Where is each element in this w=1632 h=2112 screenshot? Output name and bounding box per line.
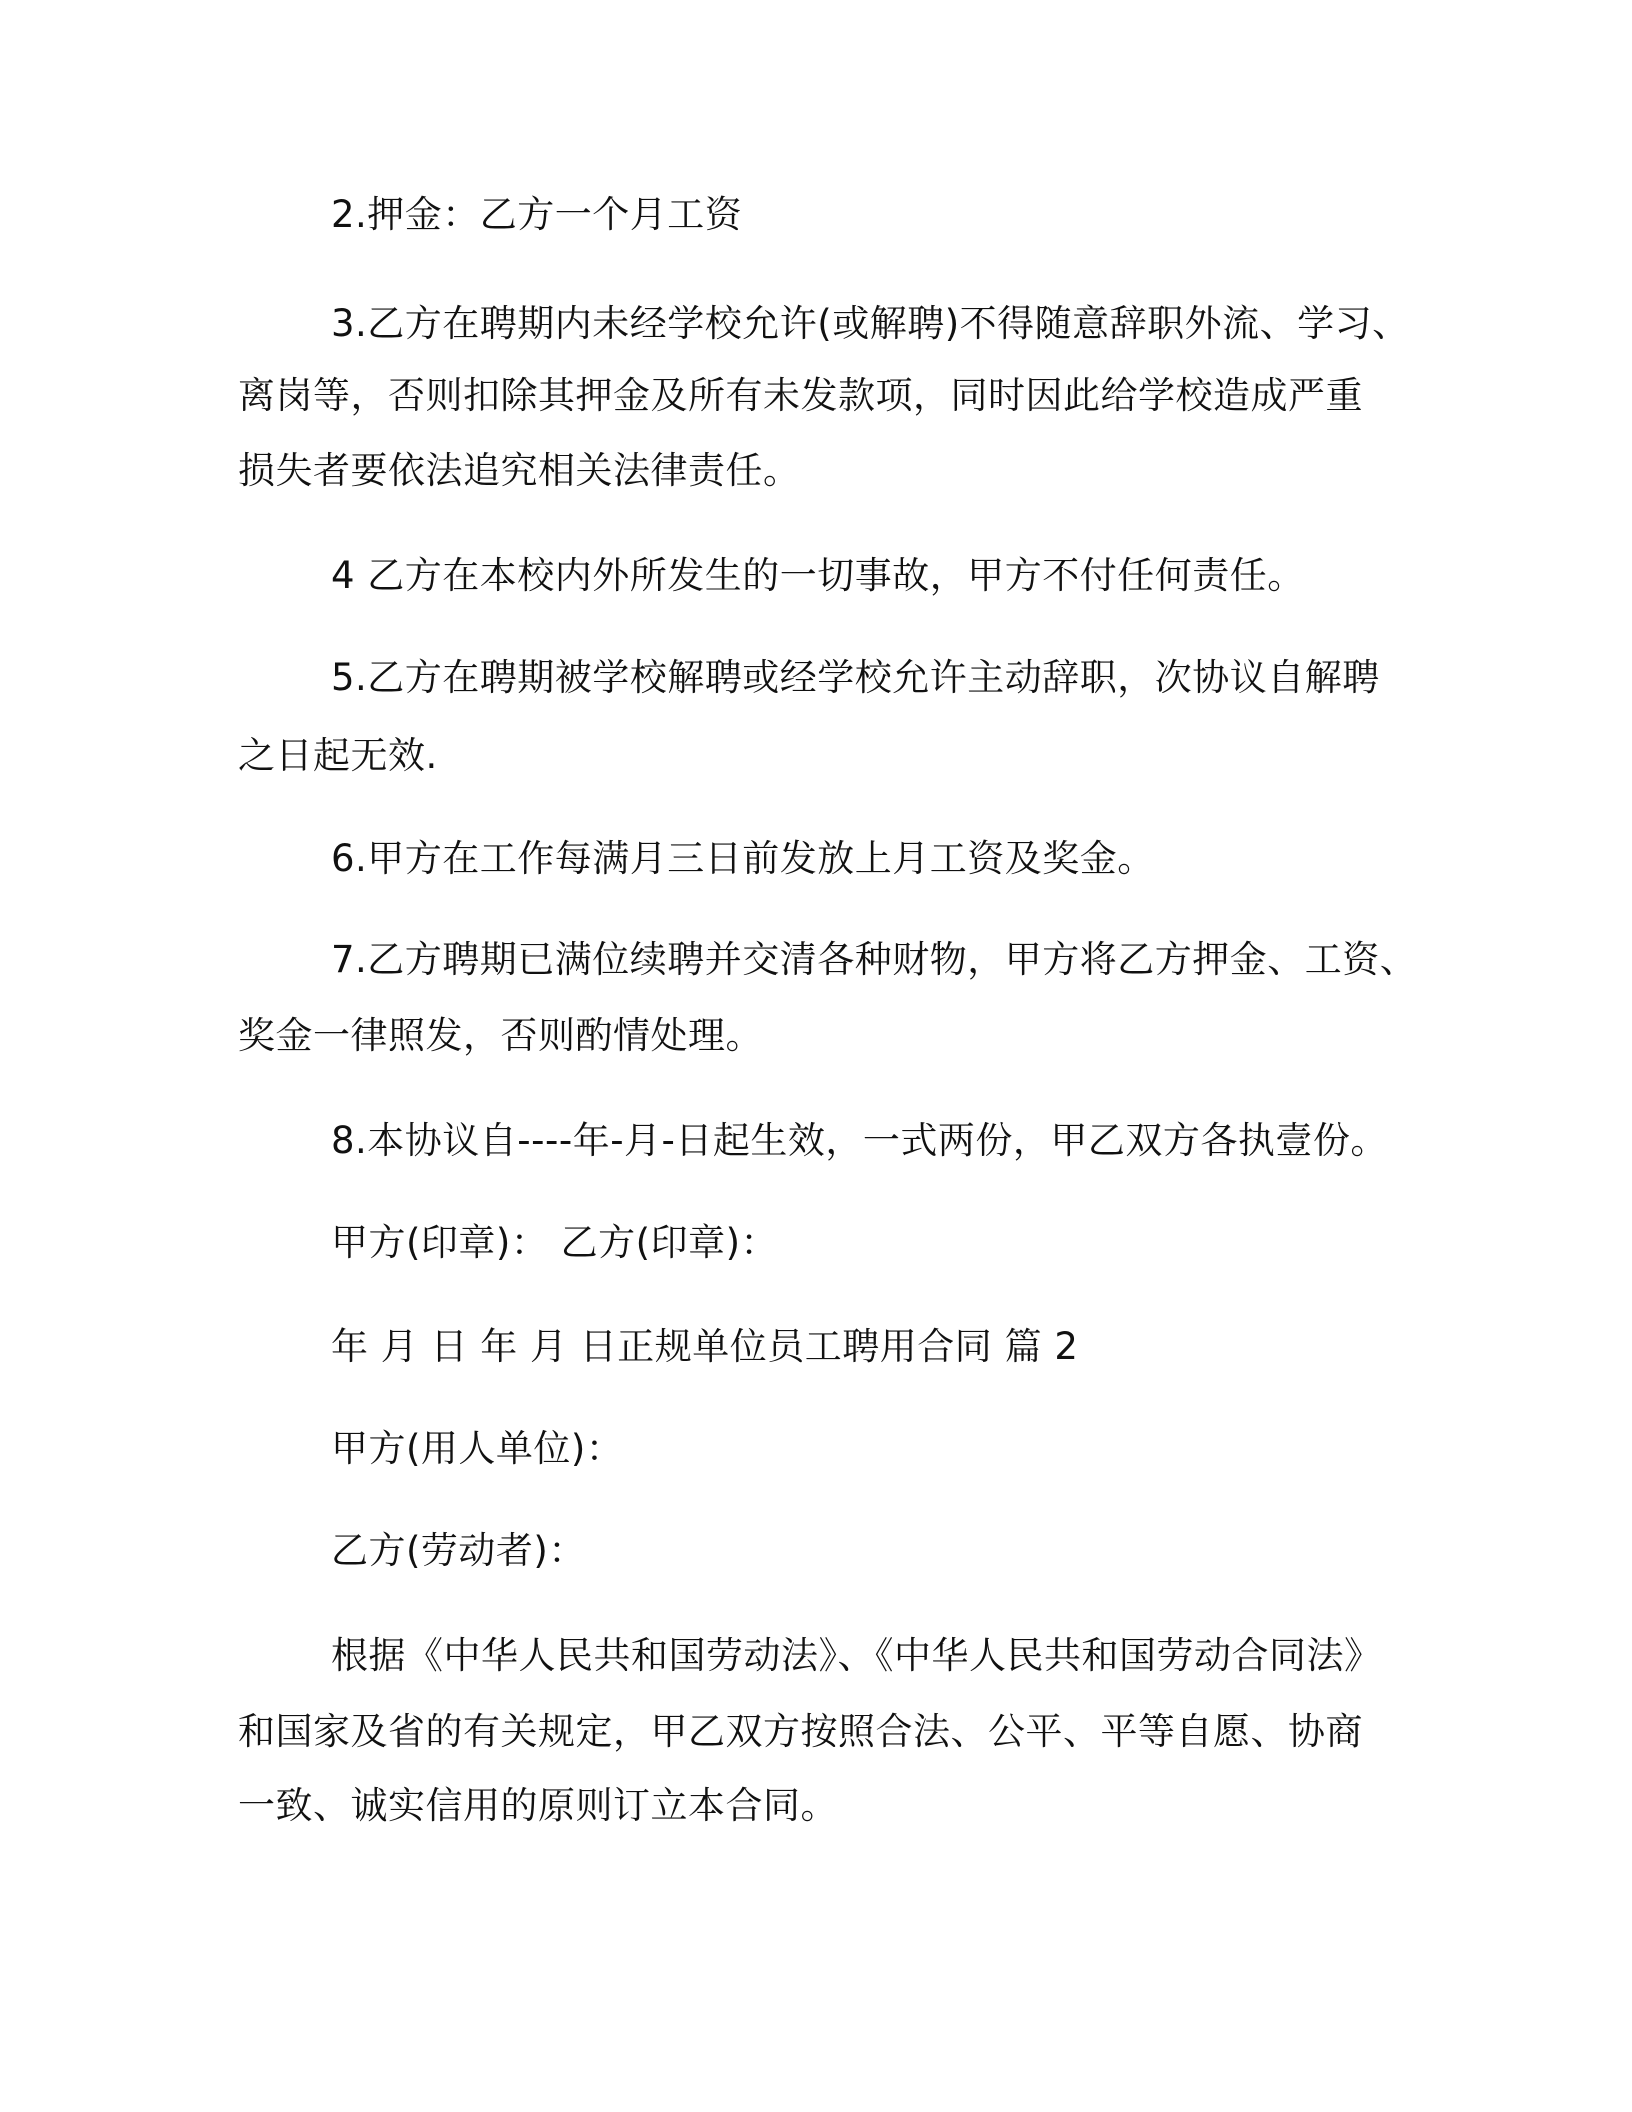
- clause-7-line-1: 7.乙方聘期已满位续聘并交清各种财物，甲方将乙方押金、工资、: [331, 938, 1418, 981]
- clause-2-deposit: 2.押金：乙方一个月工资: [331, 193, 743, 236]
- clause-5-line-2: 之日起无效.: [238, 734, 438, 777]
- clause-8: 8.本协议自----年-月-日起生效，一式两份，甲乙双方各执壹份。: [331, 1119, 1388, 1162]
- party-b-employee: 乙方(劳动者)：: [331, 1529, 586, 1572]
- date-and-section-title: 年 月 日 年 月 日正规单位员工聘用合同 篇 2: [331, 1325, 1079, 1368]
- preamble-line-2: 和国家及省的有关规定，甲乙双方按照合法、公平、平等自愿、协商: [238, 1710, 1363, 1753]
- clause-3-line-2: 离岗等，否则扣除其押金及所有未发款项，同时因此给学校造成严重: [238, 374, 1363, 417]
- clause-4: 4 乙方在本校内外所发生的一切事故，甲方不付任何责任。: [331, 554, 1305, 597]
- signature-seal-line: 甲方(印章)： 乙方(印章)：: [331, 1221, 779, 1264]
- clause-7-line-2: 奖金一律照发，否则酌情处理。: [238, 1014, 763, 1057]
- clause-5-line-1: 5.乙方在聘期被学校解聘或经学校允许主动辞职，次协议自解聘: [331, 656, 1380, 699]
- party-a-employer: 甲方(用人单位)：: [331, 1427, 624, 1470]
- preamble-line-3: 一致、诚实信用的原则订立本合同。: [238, 1784, 838, 1827]
- preamble-line-1: 根据《中华人民共和国劳动法》、《中华人民共和国劳动合同法》: [331, 1634, 1382, 1677]
- clause-3-line-3: 损失者要依法追究相关法律责任。: [238, 449, 801, 492]
- clause-6: 6.甲方在工作每满月三日前发放上月工资及奖金。: [331, 837, 1155, 880]
- clause-3-line-1: 3.乙方在聘期内未经学校允许(或解聘)不得随意辞职外流、学习、: [331, 302, 1410, 345]
